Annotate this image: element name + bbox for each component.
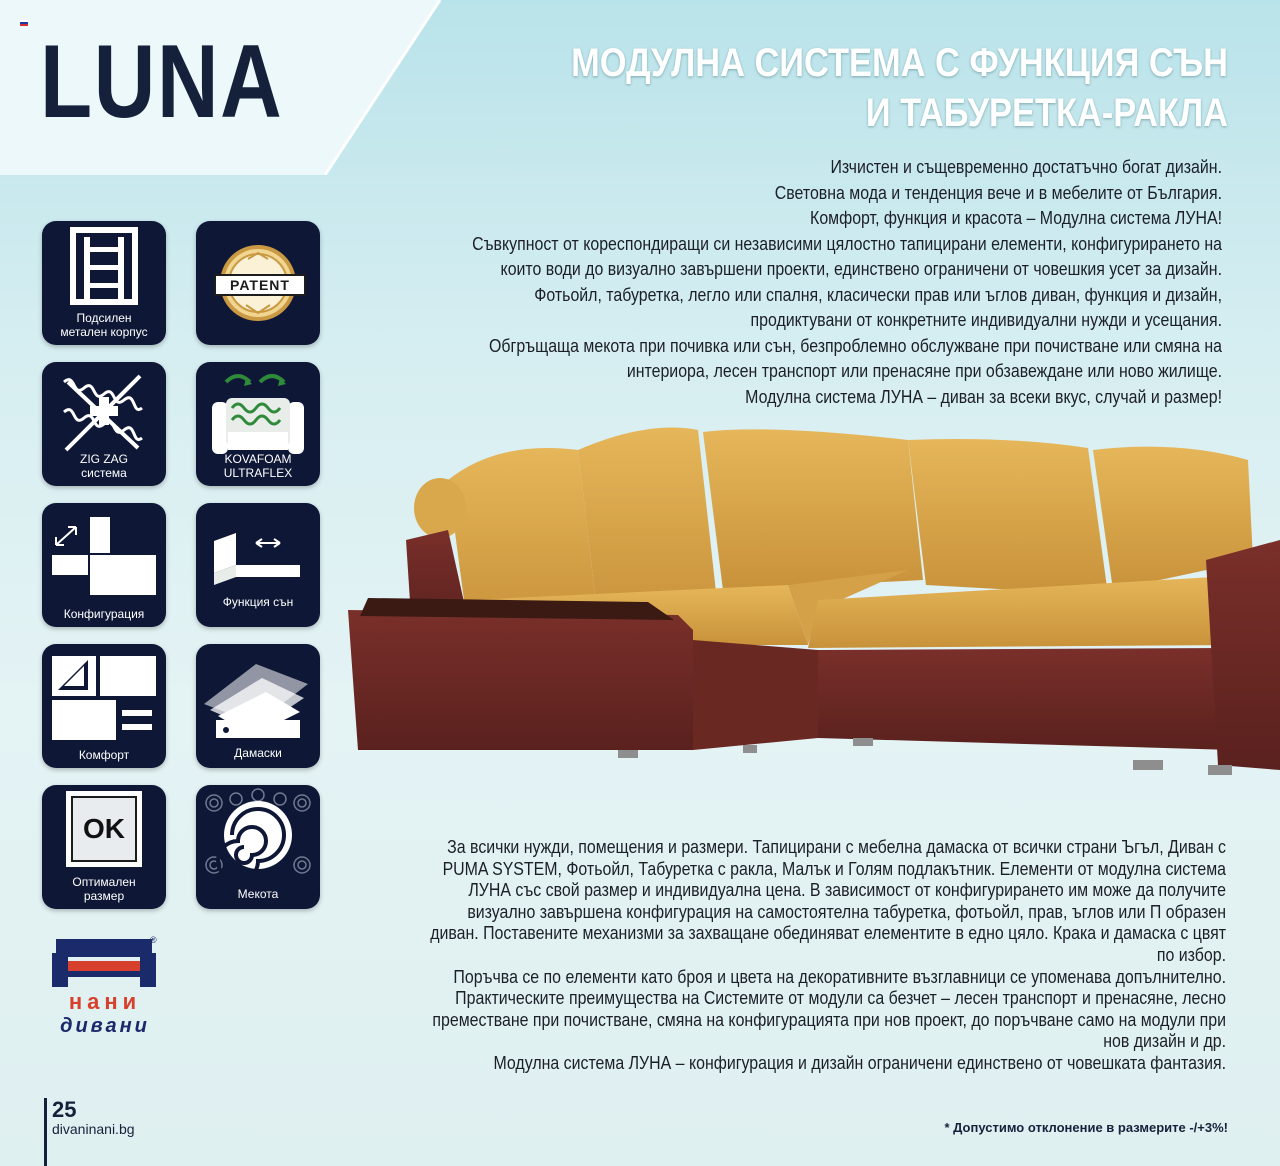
size-line: Оптимален (72, 875, 136, 889)
intro-line: Съвкупност от кореспондиращи си независими цялостно тапицирани елементи, конфигурирането на (472, 232, 1222, 254)
headline-line: МОДУЛНА СИСТЕМА С ФУНКЦИЯ СЪН (571, 41, 1228, 85)
logo-word-2: дивани (60, 1015, 150, 1037)
size-tolerance-note: * Допустимо отклонение в размерите -/+3%! (944, 1120, 1228, 1135)
headline-line: И ТАБУРЕТКА-РАКЛА (865, 91, 1228, 135)
details-line: PUMA SYSTEM, Фотьойл, Табуретка с ракла, Малък и Голям подлакътник. Елементи от модулна система (442, 857, 1226, 879)
details-line: Модулна система ЛУНА – конфигурация и дизайн ограничени единствено от човешката фантазия. (493, 1051, 1226, 1073)
foam-line: KOVAFOAM (224, 452, 292, 466)
brand-title: LUNA (40, 24, 284, 140)
footer-divider (44, 1098, 47, 1166)
intro-line: Изчистен и същевременно достатъчно богат дизайн. (830, 156, 1222, 177)
site-link[interactable]: divaninani.bg (52, 1121, 135, 1137)
logo-word-1: нани (68, 989, 142, 1014)
headline (523, 38, 1228, 138)
intro-line: Фотьойл, табуретка, легло или спалня, класически прав или ъглов диван, функция и дизайн, (534, 283, 1222, 305)
zigzag-line: система (81, 466, 127, 480)
feature-size (42, 785, 166, 909)
details-line: преместване при почистване, смяна на конфигурацията при нов проект, до поръчване само на модули при (432, 1008, 1227, 1030)
intro-text (379, 154, 1222, 409)
feature-fabrics-label: Дамаски (234, 746, 282, 760)
feature-fabrics (196, 644, 320, 768)
intro-line: Световна мода и тенденция вече и в мебелите от България. (774, 181, 1222, 203)
details-line: визуално завършена конфигурация на самостоятелна табуретка, фотьойл, прав, ъглов или П образен (467, 900, 1227, 922)
feature-frame (42, 221, 166, 345)
intro-line: Комфорт, функция и красота – Модулна система ЛУНА! (810, 207, 1222, 228)
feature-config (42, 503, 166, 627)
feature-comfort-label: Комфорт (78, 748, 130, 762)
details-line: диван. Поставените механизми за захващане обединяват елементите в едно цяло. Крака и дамаска с цвят (430, 922, 1227, 944)
sofa-logo-icon (50, 935, 160, 991)
feature-sleep (196, 503, 320, 627)
details-line: Поръчва се по елементи като броя и цвета на декоративните възглавници се упоменава допълнително. (453, 965, 1226, 987)
details-line: За всички нужди, помещения и размери. Тапицирани с мебелна дамаска от всички страни Ъгъл, Диван с (447, 836, 1227, 857)
page-number: 25 (52, 1097, 77, 1122)
sofa-photo (348, 420, 1280, 790)
intro-line: Обгръщаща мекота при почивка или сън, безпроблемно обслужване при почистване или смяна на (489, 334, 1222, 356)
intro-line: продиктувани от конкретните индивидуални нужди и усещания. (750, 309, 1222, 330)
feature-sleep-label: Функция сън (222, 595, 294, 609)
details-text (366, 836, 1226, 1074)
details-line: нов дизайн и др. (1103, 1030, 1226, 1052)
brand-logo (50, 935, 160, 1045)
feature-zigzag-label (42, 452, 166, 480)
flag-icon (20, 20, 28, 26)
feature-comfort (42, 644, 166, 768)
intro-line: които води до визуално завършени проекти, единствено ограничени от човешкия усет за дизайн. (500, 258, 1222, 279)
intro-line: интериора, лесен транспорт или пренасяне при обзавеждане или ново жилище. (626, 360, 1222, 381)
details-line: Практическите преимущества на Системите от модули са безчет – лесен транспорт и пренасяне, лесно (455, 987, 1226, 1009)
feature-frame-label: Подсилен метален корпус (60, 311, 148, 339)
feature-softness (196, 785, 320, 909)
ok-label: OK (83, 813, 125, 844)
feature-foam (196, 362, 320, 486)
registered-mark: ® (150, 935, 157, 945)
feature-patent (196, 221, 320, 345)
feature-foam-label (196, 452, 320, 480)
details-line: по избор. (1156, 943, 1226, 965)
feature-zigzag (42, 362, 166, 486)
feature-size-label (42, 875, 166, 903)
feature-softness-label: Мекота (237, 887, 279, 901)
patent-label: PATENT (214, 274, 306, 296)
details-line: ЛУНА със свой размер и индивидуална цена. В зависимост от конфигурирането им може да получите (468, 879, 1227, 901)
zigzag-line: ZIG ZAG (80, 452, 128, 466)
intro-line: Модулна система ЛУНА – диван за всеки вкус, случай и размер! (745, 385, 1222, 407)
size-line: размер (83, 889, 125, 903)
foam-line: ULTRAFLEX (223, 466, 293, 480)
feature-config-label: Конфигурация (63, 607, 145, 621)
